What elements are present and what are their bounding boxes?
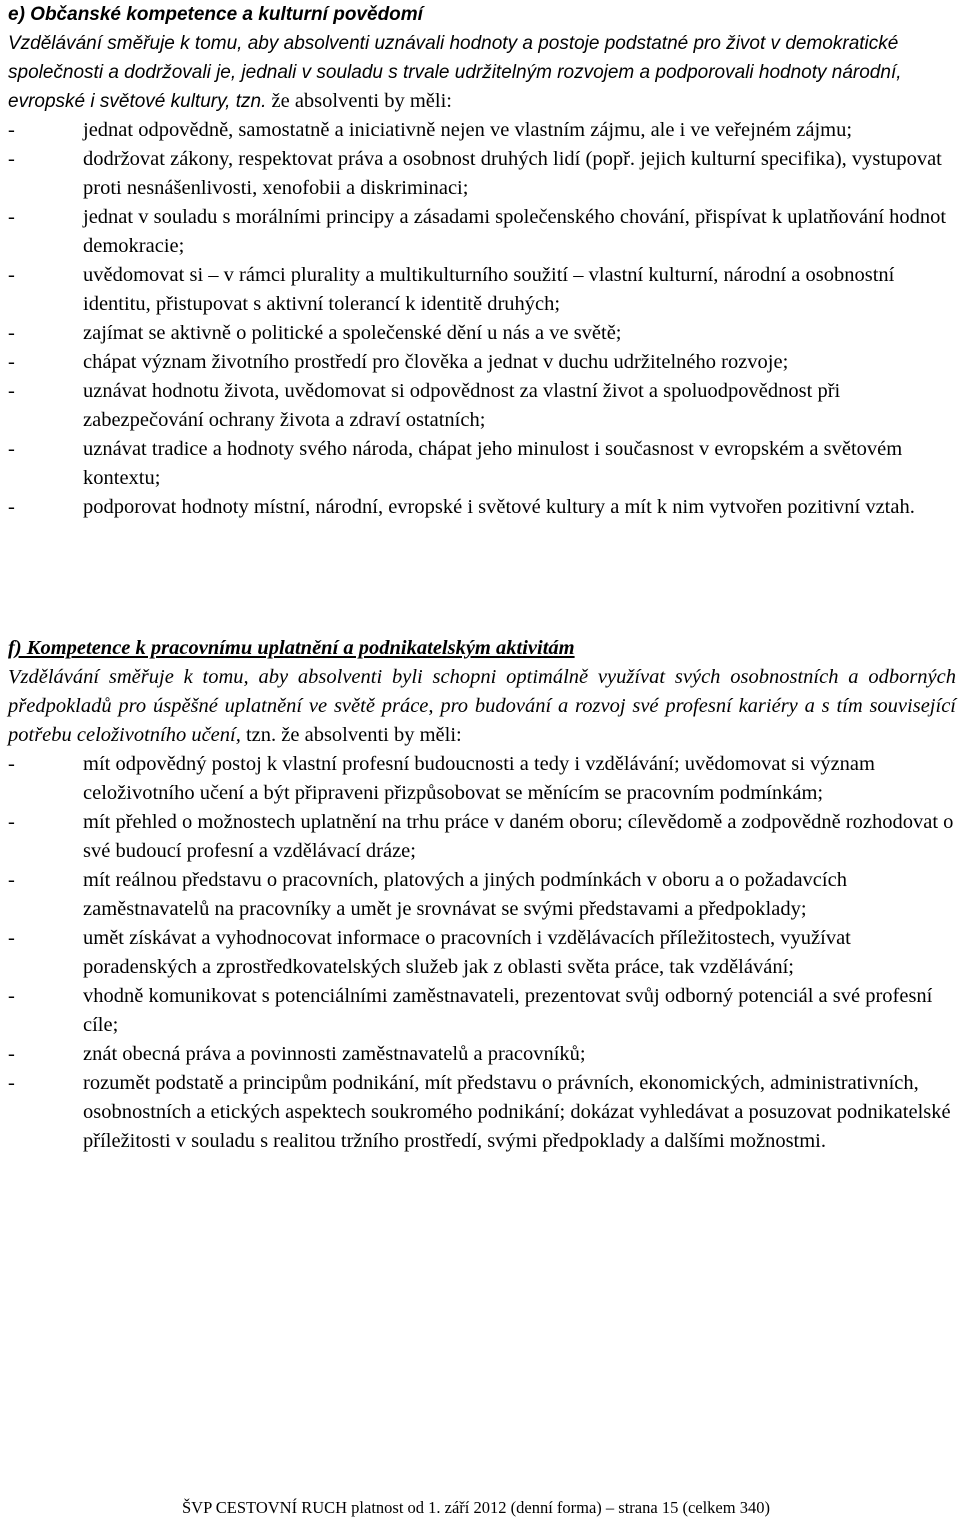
- list-item: [8, 203, 956, 261]
- list-item-text: jednat odpovědně, samostatně a iniciativně nejen ve vlastním zájmu, ale i ve veřejném zájmu;: [83, 119, 853, 141]
- list-item-text: mít odpovědný postoj k vlastní profesní budoucnosti a tedy i vzdělávání; uvědomovat si význam celoživotního učení a být připraveni přizpůsobovat se měnícím se pracovním podmínkám;: [83, 753, 875, 804]
- list-item: [8, 116, 956, 145]
- bullet-dash: -: [8, 264, 15, 286]
- list-item-text: znát obecná práva a povinnosti zaměstnavatelů a pracovníků;: [83, 1043, 586, 1065]
- list-item: [8, 319, 956, 348]
- bullet-dash: -: [8, 869, 15, 891]
- list-item-text: zajímat se aktivně o politické a společenské dění u nás a ve světě;: [83, 322, 622, 344]
- list-item: [8, 924, 956, 982]
- bullet-dash: -: [8, 1043, 15, 1065]
- list-item: [8, 1040, 956, 1069]
- bullet-dash: -: [8, 927, 15, 949]
- list-item-text: rozumět podstatě a principům podnikání, mít představu o právních, ekonomických, administrativních, osobnostních a etických aspektech soukromého podnikání; dokázat vyhledávat a posuzovat podnikatelské příležitosti v souladu s realitou tržního prostředí, svými předpoklady a dalšími možnostmi.: [83, 1072, 951, 1152]
- list-item-text: uznávat hodnotu života, uvědomovat si odpovědnost za vlastní život a spoluodpovědnost při zabezpečování ochrany života a zdraví ostatních;: [83, 380, 841, 431]
- list-item: [8, 377, 956, 435]
- list-item: [8, 750, 956, 808]
- list-item-text: podporovat hodnoty místní, národní, evropské i světové kultury a mít k nim vytvořen pozitivní vztah.: [83, 496, 915, 518]
- bullet-dash: -: [8, 351, 15, 373]
- list-item-text: dodržovat zákony, respektovat práva a osobnost druhých lidí (popř. jejich kulturní specifika), vystupovat proti nesnášenlivosti, xenofobii a diskriminaci;: [83, 148, 942, 199]
- bullet-dash: -: [8, 322, 15, 344]
- list-item-text: mít reálnou představu o pracovních, platových a jiných podmínkách v oboru a o požadavcích zaměstnavatelů na pracovníky a umět je srovnávat se svými představami a předpoklady;: [83, 869, 847, 920]
- list-item: [8, 808, 956, 866]
- list-item: [8, 866, 956, 924]
- list-item-text: umět získávat a vyhodnocovat informace o pracovních i vzdělávacích příležitostech, využívat poradenských a zprostředkovatelských služeb jak z oblasti světa práce, tak vzdělávání;: [83, 927, 851, 978]
- section-f-intro: [8, 663, 956, 750]
- bullet-dash: -: [8, 811, 15, 833]
- bullet-dash: -: [8, 438, 15, 460]
- section-e: [8, 0, 956, 522]
- list-item-text: chápat význam životního prostředí pro člověka a jednat v duchu udržitelného rozvoje;: [83, 351, 789, 373]
- section-e-intro: [8, 29, 956, 116]
- list-item: [8, 982, 956, 1040]
- list-item: [8, 435, 956, 493]
- section-f-list: [8, 750, 956, 1156]
- section-e-list: [8, 116, 956, 522]
- section-f-heading: f) Kompetence k pracovnímu uplatnění a podnikatelským aktivitám: [8, 637, 575, 659]
- bullet-dash: -: [8, 380, 15, 402]
- list-item: [8, 145, 956, 203]
- bullet-dash: -: [8, 206, 15, 228]
- list-item: [8, 348, 956, 377]
- section-e-intro-tail: že absolventi by měli:: [266, 90, 452, 112]
- section-f: [8, 634, 956, 1156]
- list-item-text: mít přehled o možnostech uplatnění na trhu práce v daném oboru; cílevědomě a zodpovědně rozhodovat o své budoucí profesní a vzdělávací dráze;: [83, 811, 954, 862]
- list-item-text: jednat v souladu s morálními principy a zásadami společenského chování, přispívat k uplatňování hodnot demokracie;: [83, 206, 947, 257]
- bullet-dash: -: [8, 496, 15, 518]
- bullet-dash: -: [8, 985, 15, 1007]
- bullet-dash: -: [8, 148, 15, 170]
- list-item: [8, 261, 956, 319]
- bullet-dash: -: [8, 1072, 15, 1094]
- bullet-dash: -: [8, 119, 15, 141]
- page-footer: ŠVP CESTOVNÍ RUCH platnost od 1. září 2012 (denní forma) – strana 15 (celkem 340): [182, 1498, 770, 1517]
- list-item: [8, 1069, 956, 1156]
- section-f-intro-tail: tzn. že absolventi by měli:: [240, 724, 462, 746]
- list-item-text: uznávat tradice a hodnoty svého národa, chápat jeho minulost i současnost v evropském a světovém kontextu;: [83, 438, 903, 489]
- section-e-intro-italic: Vzdělávání směřuje k tomu, aby absolventi uznávali hodnoty a postoje podstatné pro život v demokratické společnosti a dodržovali je, jednali v souladu s trvale udržitelným rozvojem a podporovali hodnoty národní, evropské i světové kultury, tzn.: [8, 33, 902, 112]
- list-item-text: uvědomovat si – v rámci plurality a multikulturního soužití – vlastní kulturní, národní a osobnostní identitu, přistupovat s aktivní tolerancí k identitě druhých;: [83, 264, 895, 315]
- list-item-text: vhodně komunikovat s potenciálními zaměstnavateli, prezentovat svůj odborný potenciál a své profesní cíle;: [83, 985, 933, 1036]
- bullet-dash: -: [8, 753, 15, 775]
- section-e-heading: e) Občanské kompetence a kulturní povědomí: [8, 4, 423, 25]
- section-f-intro-italic: Vzdělávání směřuje k tomu, aby absolventi byli schopni optimálně využívat svých osobnostních a odborných předpokladů pro úspěšné uplatnění ve světě práce, pro budování a rozvoj své profesní kariéry a s tím související potřebu celoživotního učení,: [8, 666, 956, 746]
- list-item: [8, 493, 956, 522]
